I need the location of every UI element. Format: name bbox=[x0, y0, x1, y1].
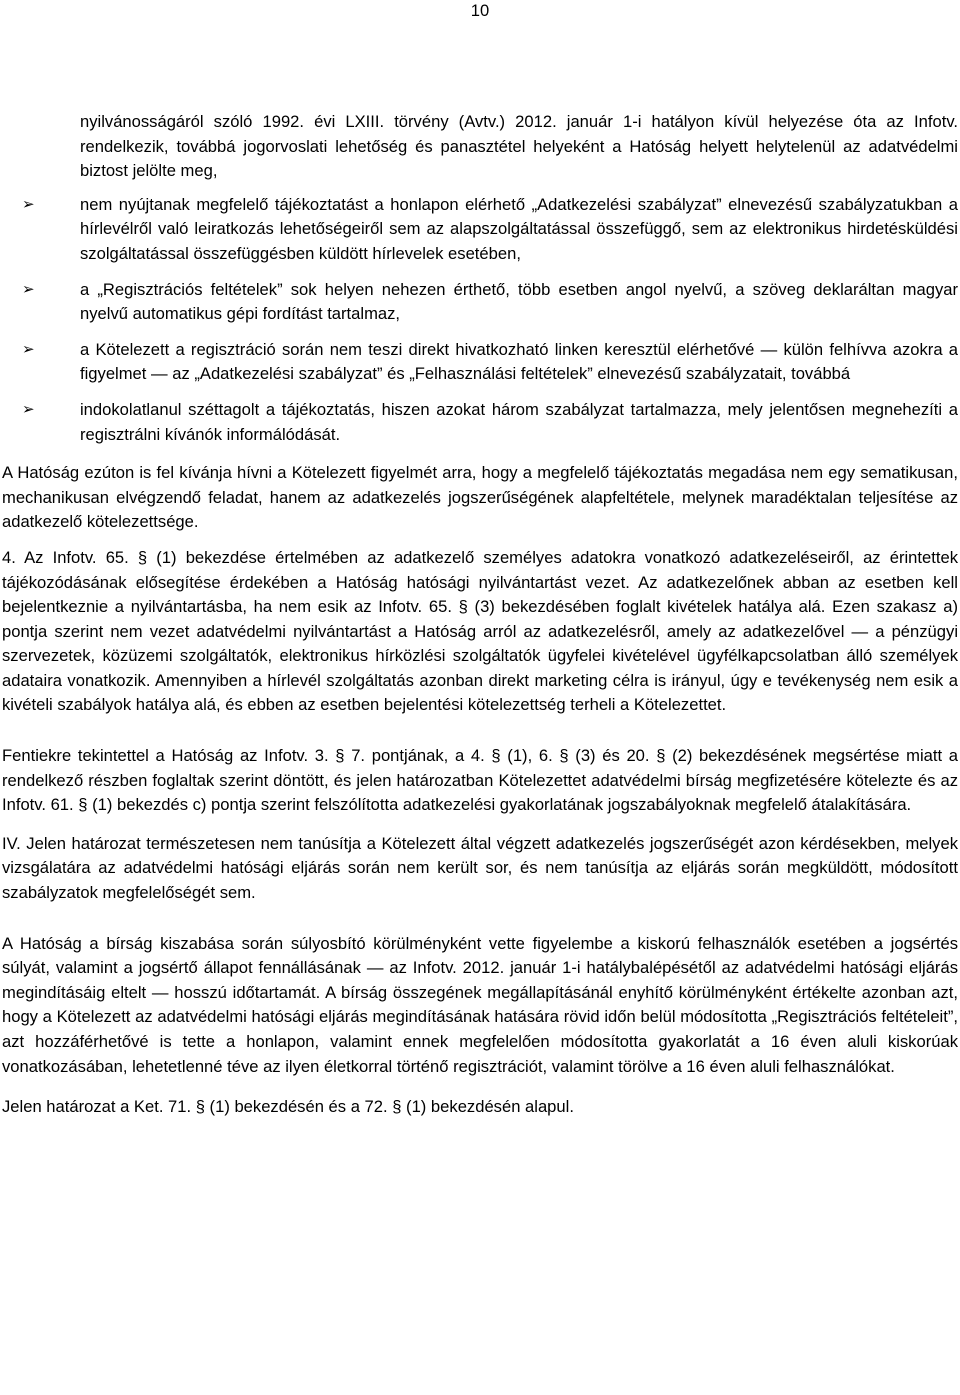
intro-paragraph: nyilvánosságáról szóló 1992. évi LXIII. törvény (Avtv.) 2012. január 1-i hatályon kívül helyezése óta az Infotv. rendelkezik, továbbá jogorvoslati lehetőség és panasztétel helyeként a Hatóság helyett helytelenül az adatvédelmi biztost jelölte meg, bbox=[80, 112, 958, 181]
list-item bbox=[22, 278, 958, 327]
page-number: 10 bbox=[470, 1, 490, 20]
paragraph-section-iv: IV. Jelen határozat természetesen nem tanúsítja a Kötelezett által végzett adatkezelés jogszerűségét azon kérdésekben, melyek vizsgálatára az adatvédelmi hatósági eljárás során nem került sor, és nem tanúsítja az eljárás során megküldött, módosított szabályzatok megfelelőségét sem. bbox=[2, 833, 958, 903]
bullet-list bbox=[2, 193, 958, 447]
list-item bbox=[22, 338, 958, 387]
bullet-text: a Kötelezett a regisztráció során nem teszi direkt hivatkozható linken keresztül elérhetővé — külön felhívva azokra a figyelmet — az „Adatkezelési szabályzat” és „Felhasználási feltételek” elnevezésű szabályzatait, továbbá bbox=[80, 339, 958, 384]
list-item bbox=[22, 193, 958, 267]
paragraph-decision: Fentiekre tekintettel a Hatóság az Infotv. 3. § 7. pontjának, a 4. § (1), 6. § (3) és 20. § (2) bekezdésének megsértése miatt a rendelkező részben foglaltak szerint döntött, és jelen határozatban Kötelezettet adatvédelmi bírság megfizetésére kötelezte és az Infotv. 61. § (1) bekezdés c) pontja szerint felszólította adatkezelési gyakorlatának jogszabályoknak megfelelő átalakítására. bbox=[2, 746, 958, 815]
arrow-bullet-icon: ➢ bbox=[22, 400, 35, 418]
document-body bbox=[2, 110, 958, 1120]
arrow-bullet-icon: ➢ bbox=[22, 195, 35, 213]
paragraph-notice: A Hatóság ezúton is fel kívánja hívni a Kötelezett figyelmét arra, hogy a megfelelő tájékoztatás megadása nem egy sematikusan, mechanikusan elvégzendő feladat, hanem az adatkezelés jogszerűségének alapfeltétele, melynek maradéktalan teljesítése az adatkezelő kötelezettsége. bbox=[2, 463, 958, 532]
bullet-text: nem nyújtanak megfelelő tájékoztatást a honlapon elérhető „Adatkezelési szabályzat” elnevezésű szabályzatukban a hírlevélről való leiratkozás lehetőségeiről sem az alapszolgáltatással összefüggő, sem az elektronikus hirdetésküldési szolgáltatással összefüggésben küldött hírlevelek esetében, bbox=[80, 194, 958, 263]
paragraph-fine-considerations: A Hatóság a bírság kiszabása során súlyosbító körülményként vette figyelembe a kiskorú felhasználók esetében a jogsértés súlyát, valamint a jogsértő állapot fennállásának — az Infotv. 2012. január 1-i hatálybalépésétől az adatvédelmi hatósági eljárás megindításáig eltelt — hosszú időtartamát. A bírság összegének megállapításánál enyhítő körülményként értékelte azonban azt, hogy a Kötelezett az adatvédelmi hatósági eljárás megindításának hatására rövid időn belül módosította „Regisztrációs feltételeit”, azt hozzáférhetővé is tette a honlapon, valamint ennek megfelelően módosította gyakorlatát a 16 éven aluli kiskorúak vonatkozásában, lehetetlenné téve az ilyen életkorral történő regisztrációt, valamint törölve a 16 éven aluli felhasználókat. bbox=[2, 933, 958, 1076]
paragraph-legal-basis: Jelen határozat a Ket. 71. § (1) bekezdésén és a 72. § (1) bekezdésén alapul. bbox=[2, 1097, 574, 1117]
arrow-bullet-icon: ➢ bbox=[22, 280, 35, 298]
paragraph-section-4: 4. Az Infotv. 65. § (1) bekezdése értelmében az adatkezelő személyes adatokra vonatkozó adatkezeléseiről, az érintettek tájékozódásának elősegítése érdekében a Hatóság hatósági nyilvántartást vezet. Az adatkezelőnek abban az esetben kell bejelentkeznie a nyilvántartásba, ha nem esik az Infotv. 65. § (3) bekezdésében foglalt kivételek hatálya alá. Ezen szakasz a) pontja szerint nem vezet adatvédelmi nyilvántartást a Hatóság arról az adatkezelésről, amely az adatkezelővel — a pénzügyi szervezetek, közüzemi szolgáltatók, elektronikus hírközlési szolgáltatók ügyfelei kivételével ügyfélkapcsolatban álló személyek adataira vonatkozik. Amennyiben a hírlevél szolgáltatás azonban direkt marketing célra is irányul, úgy e tevékenység nem esik a kivételi szabályok hatálya alá, és ebben az esetben bejelentési kötelezettség terheli a Kötelezettet. bbox=[2, 547, 958, 715]
bullet-text: indokolatlanul széttagolt a tájékoztatás, hiszen azokat három szabályzat tartalmazza, mely jelentősen megnehezíti a regisztrálni kívánók informálódását. bbox=[80, 399, 958, 444]
arrow-bullet-icon: ➢ bbox=[22, 340, 35, 358]
bullet-text: a „Regisztrációs feltételek” sok helyen nehezen érthető, több esetben angol nyelvű, a szöveg deklaráltan magyar nyelvű automatikus gépi fordítást tartalmaz, bbox=[80, 279, 958, 324]
list-item bbox=[22, 398, 958, 447]
